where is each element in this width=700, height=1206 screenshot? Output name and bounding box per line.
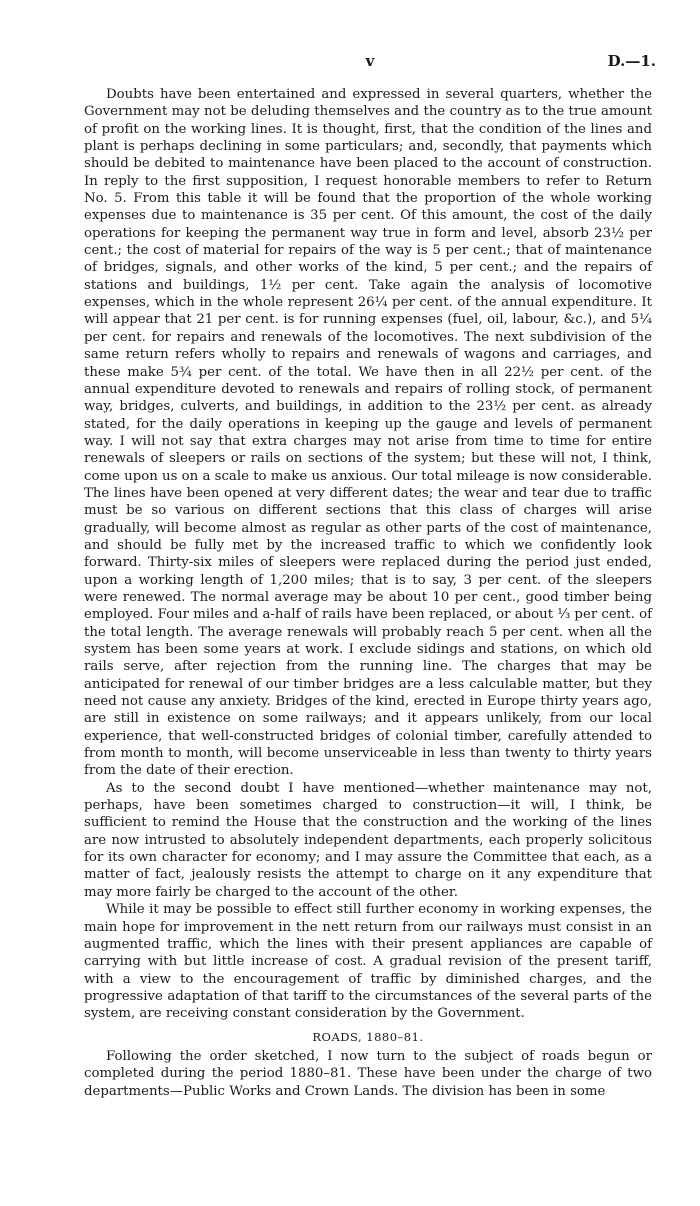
document-reference: D.—1. bbox=[607, 52, 656, 70]
document-body bbox=[84, 86, 652, 1100]
section-heading-roads: ROADS, 1880–81. bbox=[312, 1029, 424, 1044]
paragraph-economy: While it may be possible to effect still further economy in working expenses, the main hope for improvement in the nett return from our railways must consist in an augmented traffic, which the lines with their present appliances are capable of carrying with but little increase of cost. A gradual revision of the present tariff, with a view to the encouragement of traffic by diminished charges, and the progressive adaptation of that tariff to the circumstances of the several parts of the system, are receiving constant consideration by the Government. bbox=[84, 902, 652, 1022]
page-header bbox=[84, 52, 656, 74]
page-number: v bbox=[365, 52, 375, 70]
paragraph-roads: Following the order sketched, I now turn to the subject of roads begun or completed during the period 1880–81. These have been under the charge of two departments—Public Works and Crown Lands. The division has been in some bbox=[84, 1048, 652, 1099]
paragraph-second-doubt: As to the second doubt I have mentioned—whether maintenance may not, perhaps, have been sometimes charged to construction—it will, I think, be sufficient to remind the House that the construction and the working of the lines are now intrusted to absolutely independent departments, each properly solicitous for its own character for economy; and I may assure the Committee that each, as a matter of fact, jealously resists the attempt to charge on it any expenditure that may more fairly be charged to the account of the other. bbox=[84, 780, 652, 900]
paragraph-maintenance-doubts: Doubts have been entertained and expressed in several quarters, whether the Government may not be deluding themselves and the country as to the true amount of profit on the working lines. It is thought, first, that the condition of the lines and plant is perhaps declining in some particulars; and, secondly, that payments which should be debited to maintenance have been placed to the account of construction. In reply to the first supposition, I request honorable members to refer to Return No. 5. From this table it will be found that the proportion of the whole working expenses due to maintenance is 35 per cent. Of this amount, the cost of the daily operations for keeping the permanent way true in form and level, absorb 23½ per cent.; the cost of material for repairs of the way is 5 per cent.; that of maintenance of bridges, signals, and other works of the kind, 5 per cent.; and the repairs of stations and buildings, 1½ per cent. Take again the analysis of locomotive expenses, which in the whole represent 26¼ per cent. of the annual expenditure. It will appear that 21 per cent. is for running expenses (fuel, oil, labour, &c.), and 5¼ per cent. for repairs and renewals of the locomotives. The next subdivision of the same return refers wholly to repairs and renewals of wagons and carriages, and these make 5¾ per cent. of the total. We have then in all 22½ per cent. of the annual expenditure devoted to renewals and repairs of rolling stock, of permanent way, bridges, culverts, and buildings, in addition to the 23½ per cent. as already stated, for the daily operations in keeping up the gauge and levels of permanent way. I will not say that extra charges may not arise from time to time for entire renewals of sleepers or rails on sections of the system; but these will not, I think, come upon us on a scale to make us anxious. Our total mileage is now considerable. The lines have been opened at very different dates; the wear and tear due to traffic must be so various on different sections that this class of charges will arise gradually, will become almost as regular as other parts of the cost of maintenance, and should be fully met by the increased traffic to which we confidently look forward. Thirty-six miles of sleepers were replaced during the period just ended, upon a working length of 1,200 miles; that is to say, 3 per cent. of the sleepers were renewed. The normal average may be about 10 per cent., good timber being employed. Four miles and a-half of rails have been replaced, or about ⅓ per cent. of the total length. The average renewals will probably reach 5 per cent. when all the system has been some years at work. I exclude sidings and stations, on which old rails serve, after rejection from the running line. The charges that may be anticipated for renewal of our timber bridges are a less calculable matter, but they need not cause any anxiety. Bridges of the kind, erected in Europe thirty years ago, are still in existence on some railways; and it appears unlikely, from our local experience, that well-constructed bridges of colonial timber, carefully attended to from month to month, will become unserviceable in less than twenty to thirty years from the date of their erection. bbox=[84, 87, 653, 779]
